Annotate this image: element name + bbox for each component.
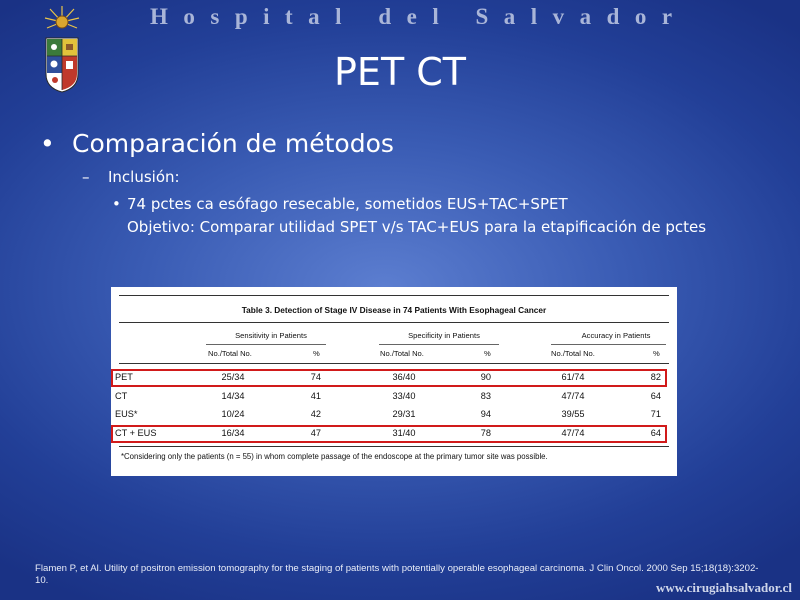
row-acc-pct: 71 bbox=[650, 409, 661, 419]
row-acc-pct: 82 bbox=[650, 372, 661, 382]
subheader-pct: % bbox=[313, 349, 320, 358]
header-title: Hospital del Salvador bbox=[150, 4, 688, 29]
bullet-level2-text: Inclusión: bbox=[108, 168, 180, 186]
table-rule-body bbox=[119, 363, 669, 364]
table-rule-header bbox=[119, 322, 669, 323]
row-spec: 31/40 bbox=[392, 428, 416, 438]
table-rule-bottom bbox=[119, 446, 669, 447]
subheader-no-total: No./Total No. bbox=[208, 349, 252, 358]
row-acc: 61/74 bbox=[561, 372, 585, 382]
row-sens: 16/34 bbox=[221, 428, 245, 438]
row-sens-pct: 74 bbox=[310, 372, 321, 382]
bullet-level2 bbox=[82, 168, 180, 186]
subheader-no-total: No./Total No. bbox=[551, 349, 595, 358]
row-sens: 25/34 bbox=[221, 372, 245, 382]
row-spec-pct: 90 bbox=[480, 372, 491, 382]
bullet-level3-line1: 74 pctes ca esófago resecable, sometidos EUS+TAC+SPET bbox=[127, 195, 568, 213]
website-url: www.cirugiahsalvador.cl bbox=[655, 580, 792, 595]
bullet-level3 bbox=[112, 193, 706, 239]
bullet-mark: • bbox=[112, 195, 121, 213]
row-acc-pct: 64 bbox=[650, 391, 661, 401]
row-spec-pct: 83 bbox=[480, 391, 491, 401]
bullet-level3-line2: Objetivo: Comparar utilidad SPET v/s TAC+EUS para la etapificación de pctes bbox=[127, 218, 707, 236]
subheader-pct: % bbox=[484, 349, 491, 358]
group-underline bbox=[551, 344, 666, 345]
row-acc: 47/74 bbox=[561, 428, 585, 438]
row-method: CT bbox=[115, 391, 128, 401]
group-underline bbox=[206, 344, 326, 345]
row-acc: 39/55 bbox=[561, 409, 585, 419]
dash-mark: – bbox=[82, 168, 90, 186]
table-rule-top bbox=[119, 295, 669, 296]
subheader-pct: % bbox=[653, 349, 660, 358]
group-specificity: Specificity in Patients bbox=[408, 331, 480, 340]
row-acc: 47/74 bbox=[561, 391, 585, 401]
group-underline bbox=[379, 344, 499, 345]
group-accuracy: Accuracy in Patients bbox=[581, 331, 651, 340]
row-spec: 33/40 bbox=[392, 391, 416, 401]
row-sens: 14/34 bbox=[221, 391, 245, 401]
bullet-level1 bbox=[40, 129, 394, 158]
subheader-no-total: No./Total No. bbox=[380, 349, 424, 358]
citation: Flamen P, et Al. Utility of positron emission tomography for the staging of patients with potentially operable esophageal carcinoma. J Clin Oncol. 2000 Sep 15;18(18):3202-10. bbox=[35, 563, 759, 586]
row-spec: 36/40 bbox=[392, 372, 416, 382]
row-acc-pct: 64 bbox=[650, 428, 661, 438]
row-method: EUS* bbox=[115, 409, 138, 419]
bullet-mark: • bbox=[40, 129, 55, 158]
row-method: CT + EUS bbox=[115, 428, 157, 438]
row-spec-pct: 94 bbox=[480, 409, 491, 419]
group-sensitivity: Sensitivity in Patients bbox=[235, 331, 307, 340]
row-spec: 29/31 bbox=[392, 409, 416, 419]
table-caption: Table 3. Detection of Stage IV Disease in 74 Patients With Esophageal Cancer bbox=[241, 305, 547, 315]
detection-table-image bbox=[111, 287, 677, 476]
row-sens-pct: 47 bbox=[310, 428, 321, 438]
slide-title: PET CT bbox=[334, 50, 466, 94]
row-sens: 10/24 bbox=[221, 409, 245, 419]
bullet-level1-text: Comparación de métodos bbox=[72, 129, 394, 158]
table-footnote: *Considering only the patients (n = 55) in whom complete passage of the endoscope at the primary tumor site was possible. bbox=[121, 452, 548, 461]
row-method: PET bbox=[115, 372, 133, 382]
row-spec-pct: 78 bbox=[480, 428, 491, 438]
row-sens-pct: 41 bbox=[310, 391, 321, 401]
row-sens-pct: 42 bbox=[310, 409, 321, 419]
